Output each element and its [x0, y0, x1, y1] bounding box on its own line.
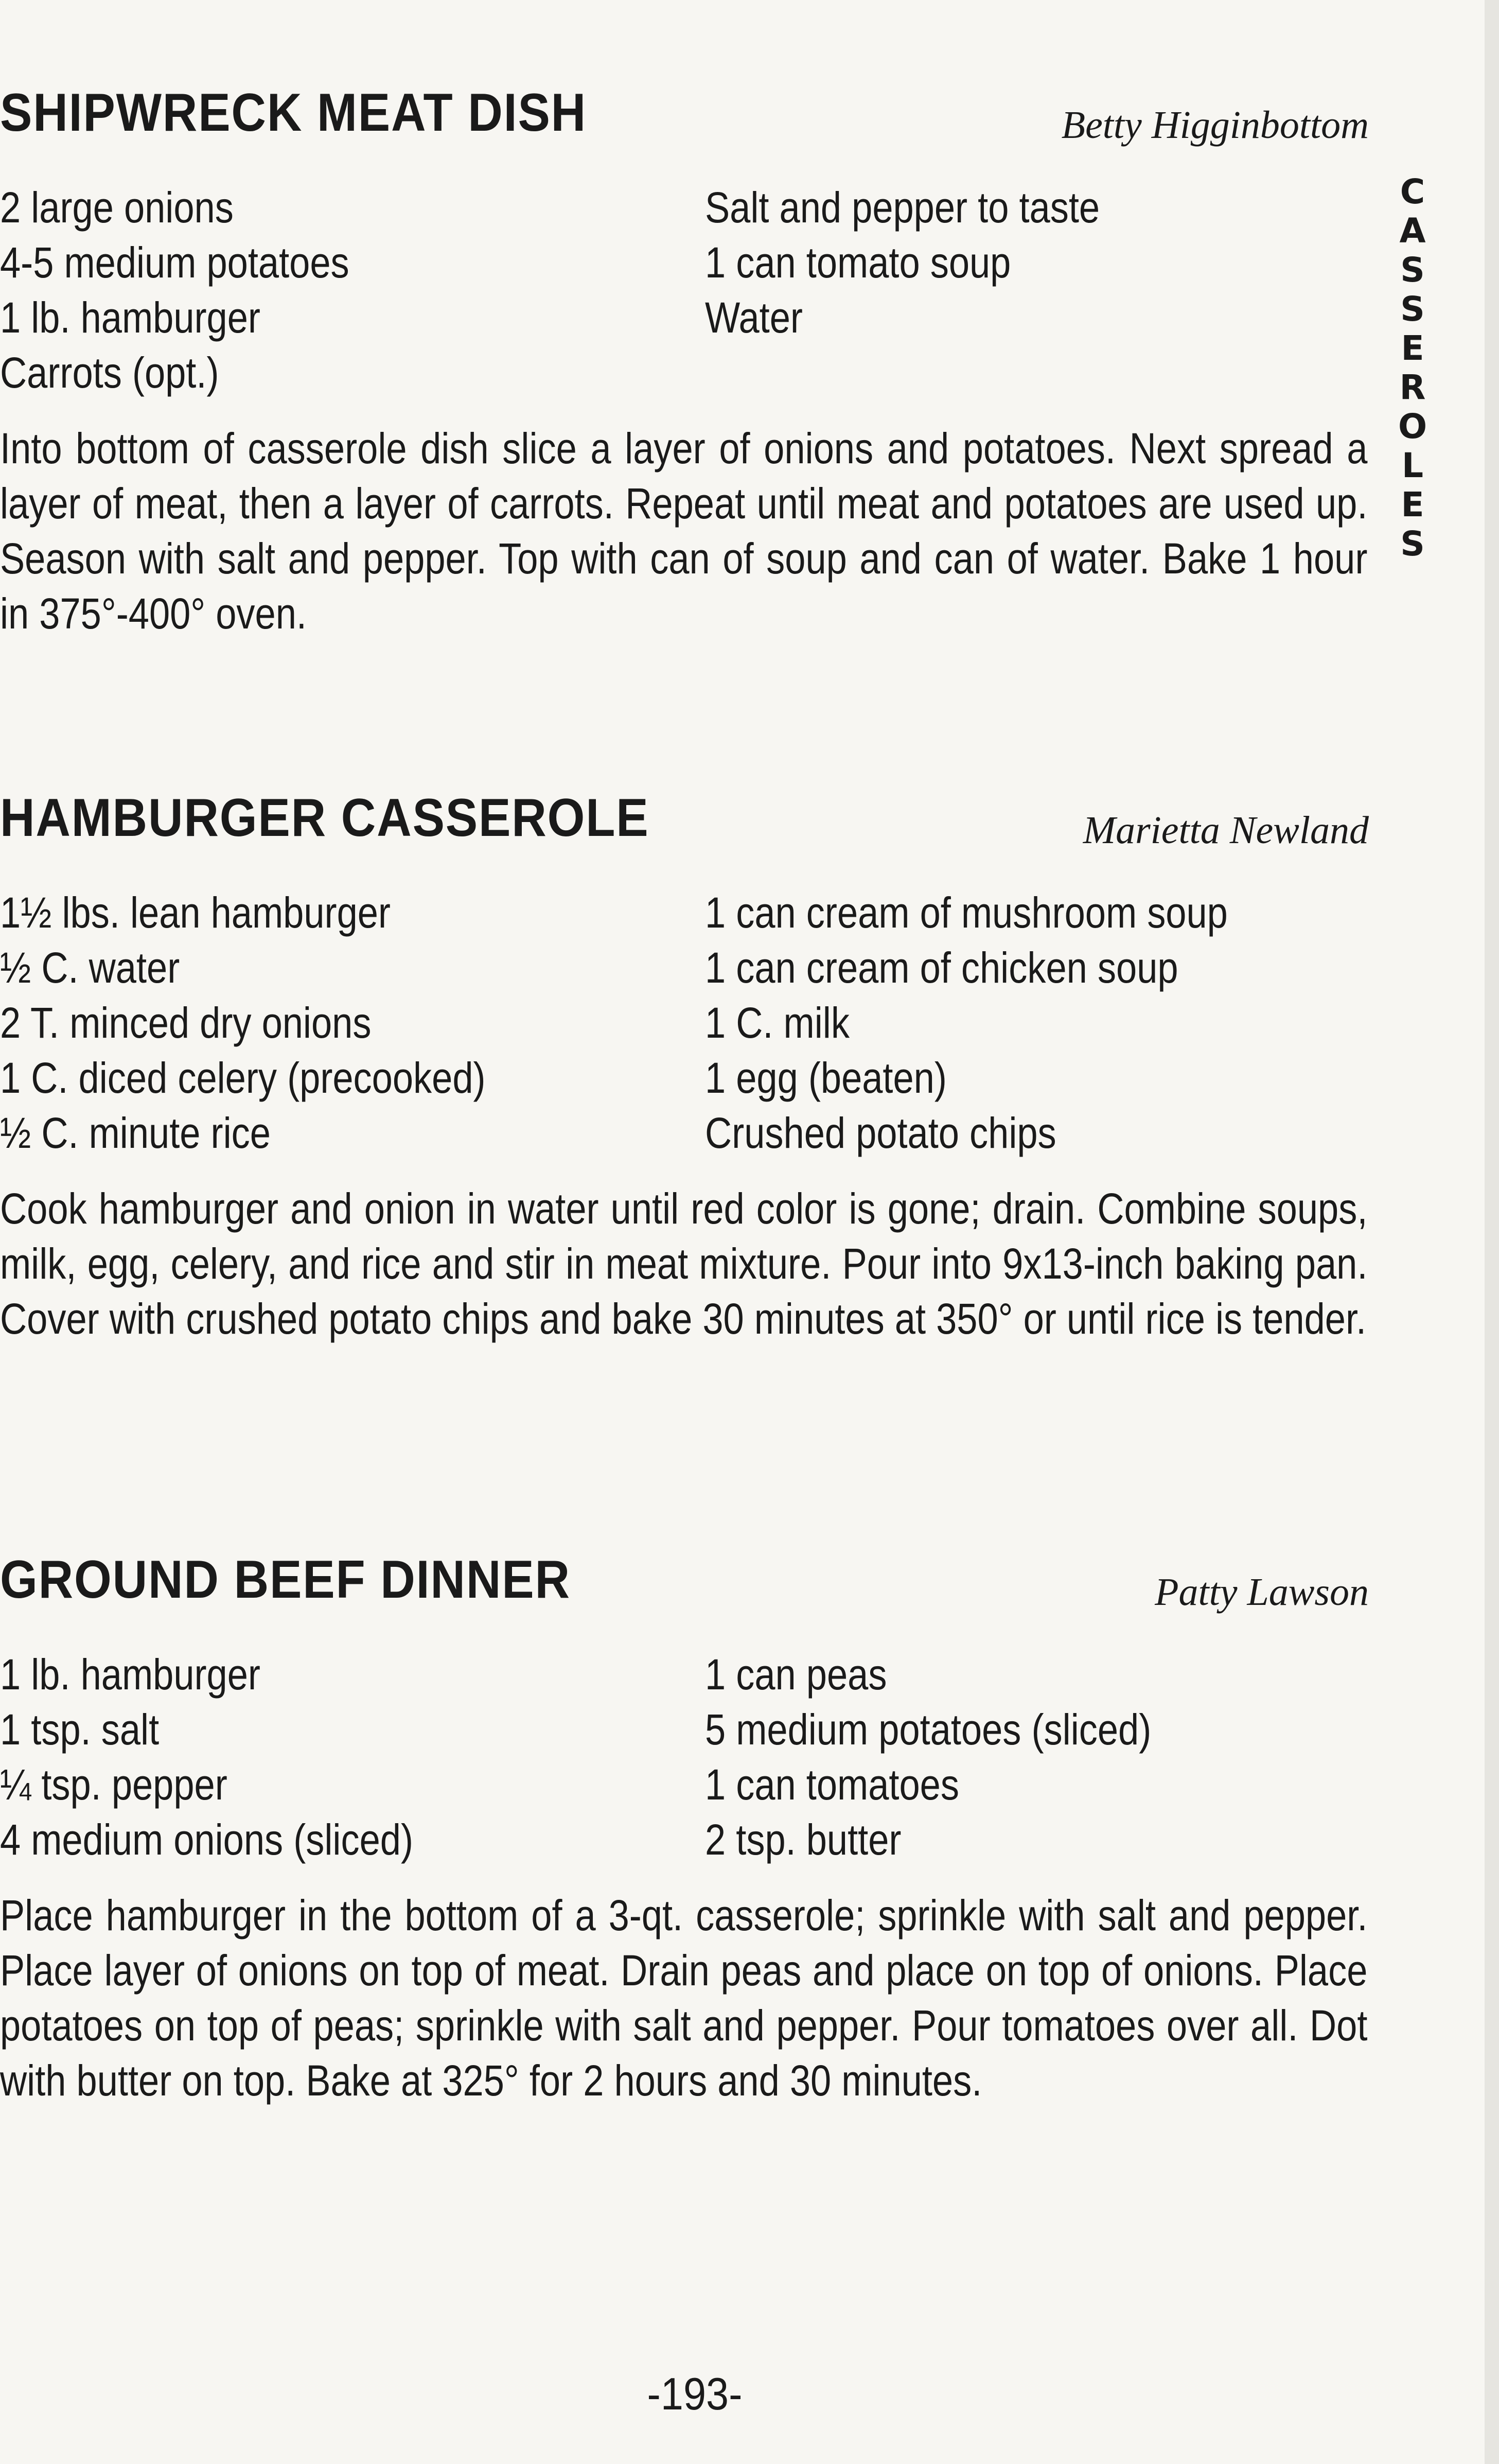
- ingredient-item: 1 lb. hamburger: [0, 1650, 260, 1699]
- ingredient-item: Carrots (opt.): [0, 348, 219, 397]
- section-tab-letter: A: [1399, 211, 1426, 251]
- recipe-ground-beef-dinner: [0, 1549, 1369, 2108]
- ingredient-item: 5 medium potatoes (sliced): [705, 1705, 1152, 1754]
- recipe-header: [0, 788, 1369, 865]
- section-tab-casseroles: [1389, 172, 1436, 564]
- ingredient-item: 1 C. milk: [705, 999, 850, 1047]
- recipe-directions: [0, 421, 1369, 641]
- ingredient-item: 1 can cream of chicken soup: [705, 943, 1178, 992]
- ingredient-item: 1 tsp. salt: [0, 1705, 160, 1754]
- section-tab-letter: C: [1400, 172, 1425, 212]
- ingredient-item: 1 lb. hamburger: [0, 293, 260, 342]
- ingredient-column-right: [705, 1647, 1369, 1867]
- recipe-hamburger-casserole: [0, 788, 1369, 1347]
- ingredient-item: 2 T. minced dry onions: [0, 999, 372, 1047]
- section-tab-letter: S: [1400, 524, 1425, 564]
- directions-text: Cook hamburger and onion in water until red color is gone; drain. Combine soups, milk, egg, celery, and rice and stir in meat mixture. Pour into 9x13-inch baking pan. Cover with crushed potato chips and bake 30 minutes at 350° or until rice is tender.: [0, 1184, 1368, 1343]
- ingredient-column-left: [0, 885, 705, 1161]
- ingredient-item: 1 can cream of mushroom soup: [705, 888, 1228, 937]
- directions-text: Place hamburger in the bottom of a 3-qt. casserole; sprinkle with salt and pepper. Place layer of onions on top of meat. Drain peas and place on top of onions. Place potatoes on top of peas; sprinkle with salt and pepper. Pour tomatoes over all. Dot with butter on top. Bake at 325° for 2 hours and 30 minutes.: [0, 1891, 1368, 2105]
- section-tab-letter: E: [1401, 328, 1424, 368]
- ingredient-item: 1½ lbs. lean hamburger: [0, 888, 391, 937]
- ingredient-item: Crushed potato chips: [705, 1109, 1056, 1157]
- ingredient-item: ½ C. water: [0, 943, 180, 992]
- ingredient-item: Water: [705, 293, 803, 342]
- ingredient-item: Salt and pepper to taste: [705, 183, 1100, 232]
- ingredient-item: 2 tsp. butter: [705, 1815, 902, 1864]
- ingredient-column-right: [705, 885, 1369, 1161]
- recipe-title: SHIPWRECK MEAT DISH: [0, 83, 587, 143]
- section-tab-letter: O: [1398, 407, 1427, 446]
- ingredient-list: [0, 180, 1369, 400]
- recipe-title: GROUND BEEF DINNER: [0, 1550, 571, 1610]
- recipe-author: Betty Higginbottom: [1061, 103, 1369, 147]
- recipe-directions: [0, 1888, 1369, 2108]
- ingredient-column-right: [705, 180, 1369, 400]
- recipe-author: Patty Lawson: [1155, 1570, 1369, 1614]
- ingredient-item: 2 large onions: [0, 183, 234, 232]
- ingredient-item: 1 can tomato soup: [705, 238, 1011, 287]
- section-tab-letter: S: [1400, 289, 1425, 329]
- ingredient-item: ½ C. minute rice: [0, 1109, 271, 1157]
- ingredient-column-left: [0, 180, 705, 400]
- recipe-directions: [0, 1181, 1369, 1347]
- ingredient-item: 4 medium onions (sliced): [0, 1815, 414, 1864]
- section-tab-letter: R: [1399, 368, 1426, 407]
- ingredient-column-left: [0, 1647, 705, 1867]
- directions-text: Into bottom of casserole dish slice a layer of onions and potatoes. Next spread a layer of meat, then a layer of carrots. Repeat until meat and potatoes are used up. Season with salt and pepper. Top with can of soup and can of water. Bake 1 hour in 375°-400° oven.: [0, 424, 1368, 638]
- ingredient-item: 4-5 medium potatoes: [0, 238, 349, 287]
- ingredient-item: 1 C. diced celery (precooked): [0, 1054, 486, 1102]
- ingredient-item: 1 egg (beaten): [705, 1054, 947, 1102]
- recipe-header: [0, 82, 1369, 160]
- ingredient-item: ¼ tsp. pepper: [0, 1760, 227, 1809]
- page-number: -193-: [647, 2368, 743, 2419]
- page-edge: [1485, 0, 1499, 2464]
- ingredient-item: 1 can tomatoes: [705, 1760, 959, 1809]
- recipe-header: [0, 1549, 1369, 1627]
- section-tab-letter: E: [1401, 485, 1424, 525]
- ingredient-item: 1 can peas: [705, 1650, 887, 1699]
- section-tab-letter: S: [1400, 250, 1425, 290]
- recipe-author: Marietta Newland: [1083, 809, 1369, 852]
- ingredient-list: [0, 1647, 1369, 1867]
- recipe-title: HAMBURGER CASSEROLE: [0, 788, 649, 848]
- recipe-shipwreck-meat-dish: [0, 82, 1369, 641]
- section-tab-letter: L: [1401, 446, 1424, 485]
- ingredient-list: [0, 885, 1369, 1161]
